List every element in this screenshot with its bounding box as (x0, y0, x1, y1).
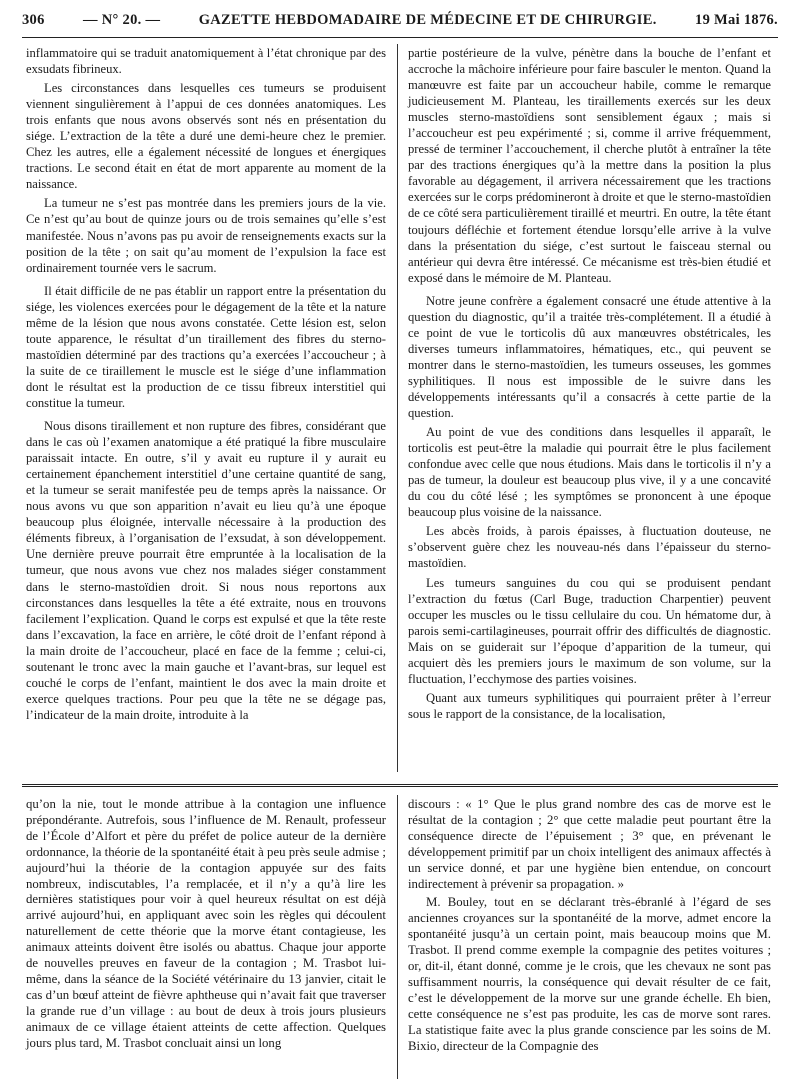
paragraph: qu’on la nie, tout le monde attribue à la contagion une influence prépondérante. Autrefois, sous l’influence de M. Renault, professeur de l’École d’Alfort et père du préfet de police auteur de la dernière ordonnance, la théorie de la spontanéité était à peu près seule admise ; aujourd’hui la théorie de la contagion appuyée sur des faits nombreux, indiscutables, l’a remplacée, et il n’y a qu’à lire les dernières statistiques pour voir à quel heureux résultat on est déjà arrivé aujourd’hui, en appliquant avec soin les règles qui découlent naturellement de cette théorie que la morve étant contagieuse, les animaux atteints doivent être isolés ou abattus. Chaque jour apporte de nouvelles preuves en faveur de la contagion ; M. Trasbot lui-même, dans la séance de la Société vétérinaire du 13 janvier, citait le cas d’un bœuf atteint de fièvre aphtheuse qui n’avait fait que traverser la grande rue d’un village : au bout de deux à trois jours plusieurs animaux de ce village étaient atteints de cette affection. Quelques jours plus tard, M. Trasbot concluait ainsi un long (26, 797, 386, 1050)
paragraph: Les tumeurs sanguines du cou qui se produisent pendant l’extraction du fœtus (Carl Buge, traduction Charpentier) peuvent occuper les muscles ou le tissu cellulaire du cou. Un hématome dur, à parois semi-cartilagineuses, pourrait offrir des difficultés de diagnostic. Mais on se guiderait sur l’époque d’apparition de la tumeur, qui acquiert dès les premiers jours le maximum de son volume, sur la fluctuation, l’ecchymose des parties voisines. (408, 575, 771, 686)
journal-title: GAZETTE HEBDOMADAIRE DE MÉDECINE ET DE CHIRURGIE. (198, 12, 657, 28)
top-column-divider (397, 44, 398, 772)
paragraph: partie postérieure de la vulve, pénètre dans la bouche de l’enfant et accroche la mâchoire inférieure pour faire basculer le menton. Quand la manœuvre est faite par un accoucheur habile, comme le remarque judicieusement M. Planteau, les tiraillements exercés sur les deux muscles sterno-mastoïdiens sont sensiblement égaux ; mais si l’accoucheur est peu expérimenté ; si, comme il arrive fréquemment, pressé de terminer l’accouchement, il cherche plutôt à entraîner la tête par des tractions énergiques qu’à la mettre dans la position la plus favorable au dégagement, il arrivera nécessairement que les tractions exercées sur le corps prédomineront à droite et que le sterno-mastoïdien de ce côté sera particulièrement tiraillé et meurtri. En outre, la tête étant toujours défléchie et fortement étendue lorsqu’elle arrive à la vulve dans la présentation du siége, c’est surtout le faisceau sternal ou antérieur qui devra être intéressé. Ce mécanisme est très-bien étudié et exposé dans le mémoire de M. Planteau. (408, 46, 771, 285)
bottom-left-column (26, 797, 386, 1055)
bottom-column-divider (397, 795, 398, 1079)
paragraph: Il était difficile de ne pas établir un rapport entre la présentation du siége, les violences exercées pour le dégagement de la tête et la nature même de la lésion que nous avons constatée. Cette lésion est, selon toute apparence, le résultat d’un tiraillement des fibres du sterno-mastoïdien déterminé par des tractions qu’a exercées l’accoucheur ; à la suite de ce tiraillement le muscle est le siége d’une inflammation dont le résultat est la production de ce tissu fibreux interstitiel qui constitue la tumeur. (26, 283, 386, 410)
page-header (22, 12, 778, 34)
top-left-column (26, 45, 386, 726)
page-number: 306 (22, 12, 45, 28)
bottom-right-column (408, 797, 771, 1058)
paragraph: M. Bouley, tout en se déclarant très-ébranlé à l’égard de ses anciennes croyances sur la spontanéité de la morve, admet encore la spontanéité jusqu’à un certain point, mais beaucoup moins que M. Trasbot. Il prend comme exemple la compagnie des petites voitures ; or, dit-il, étant donné, comme je le crois, que les chevaux ne sont pas suffisamment nourris, la conséquence qui devait résulter de ce fait, c’est le développement de la morve sur une grande échelle. Eh bien, cette conséquence ne s’est pas produite, les cas de morve sont rares. La statistique faite avec la plus grande conscience par les soins de M. Bixio, directeur de la Compagnie des (408, 895, 771, 1053)
paragraph: inflammatoire qui se traduit anatomiquement à l’état chronique par des exsudats fibrineux. (26, 46, 386, 77)
section-separator (22, 784, 778, 787)
paragraph: Au point de vue des conditions dans lesquelles il apparaît, le torticolis est peut-être la maladie qui pourrait être le plus facilement confondue avec celle que nous étudions. Mais dans le torticolis il n’y a pas de tumeur, la douleur est beaucoup plus vive, il y a une concavité du cou du côté lésé ; les symptômes se prononcent à une époque beaucoup plus voisine de la naissance. (408, 425, 771, 520)
paragraph: La tumeur ne s’est pas montrée dans les premiers jours de la vie. Ce n’est qu’au bout de quinze jours ou de trois semaines qu’elle s’est manifestée. Nous n’avons pas pu avoir de renseignements exacts sur la position de la tête ; on sait qu’au moment de l’expulsion la face est ordinairement tournée vers le sacrum. (26, 196, 386, 275)
issue-date: 19 Mai 1876. (695, 12, 778, 28)
paragraph: discours : « 1° Que le plus grand nombre des cas de morve est le résultat de la contagion ; 2° que cette maladie peut pourtant être la conséquence directe de l’épuisement ; 3° que, en prévenant le développement primitif par un choix intelligent des animaux affectés à un service donné, et par une hygiène bien entendue, on concourt indirectement à prévenir sa propagation. » (408, 797, 771, 891)
paragraph: Les abcès froids, à parois épaisses, à fluctuation douteuse, ne s’observent guère chez les nouveau-nés dans l’épaisseur du sterno-mastoïdien. (408, 524, 771, 571)
paragraph: Notre jeune confrère a également consacré une étude attentive à la question du diagnostic, qu’il a traitée très-complétement. Il a étudié à ce point de vue le torticolis dû aux manœuvres obstétricales, les diverses tumeurs inflammatoires, hématiques, etc., qui peuvent se montrer dans le sterno-mastoïdien, les tumeurs osseuses, les gommes syphilitiques. Il nous est impossible de le suivre dans les développements intéressants qu’il a consacrés à cette partie de la question. (408, 293, 771, 421)
issue-number: — N° 20. — (83, 12, 161, 28)
paragraph: Les circonstances dans lesquelles ces tumeurs se produisent viennent singulièrement à l’appui de ces données anatomiques. Les trois enfants que nous avons observés sont nés en présentation du siége. L’extraction de la tête a duré une demi-heure chez le premier. Chez les autres, elle a également nécessité de longues et énergiques tractions. Le second était en état de mort apparente au moment de la naissance. (26, 81, 386, 192)
header-rule (22, 37, 778, 38)
top-right-column (408, 45, 771, 725)
paragraph: Nous disons tiraillement et non rupture des fibres, considérant que dans le cas où l’examen anatomique a été pratiqué la fibre musculaire paraissait intacte. En outre, s’il y avait eu rupture il y aurait eu certainement épanchement interstitiel d’une certaine quantité de sang, et la tumeur se serait manifestée peu de temps après la naissance. Or nous avons vu que son apparition n’avait eu lieu qu’à une époque beaucoup plus éloignée, intervalle nécessaire à la production des éléments fibreux, à l’organisation de l’exsudat, à son développement. Une dernière preuve pourrait être empruntée à la localisation de la tumeur, que nous avons vue chez nos malades siéger constamment dans le sterno-mastoïdien droit. Si nous nous reportons aux circonstances dans lesquelles la tête a été extraite, nous en trouvons facilement l’explication. Quand le corps est expulsé et que la tête reste dans l’excavation, la face en arrière, le côté droit de l’enfant répond à la main droite de l’accoucheur, placé en face de la femme ; celui-ci, soutenant le tronc avec la main gauche et l’avant-bras, sur lequel est couché le corps de l’enfant, maintient le dos avec la main droite et exerce quelques tractions. Pour peu que la tête ne se dégage pas, l’indicateur de la main droite, introduite à la (26, 419, 386, 722)
paragraph: Quant aux tumeurs syphilitiques qui pourraient prêter à l’erreur sous le rapport de la consistance, de la localisation, (408, 690, 771, 721)
